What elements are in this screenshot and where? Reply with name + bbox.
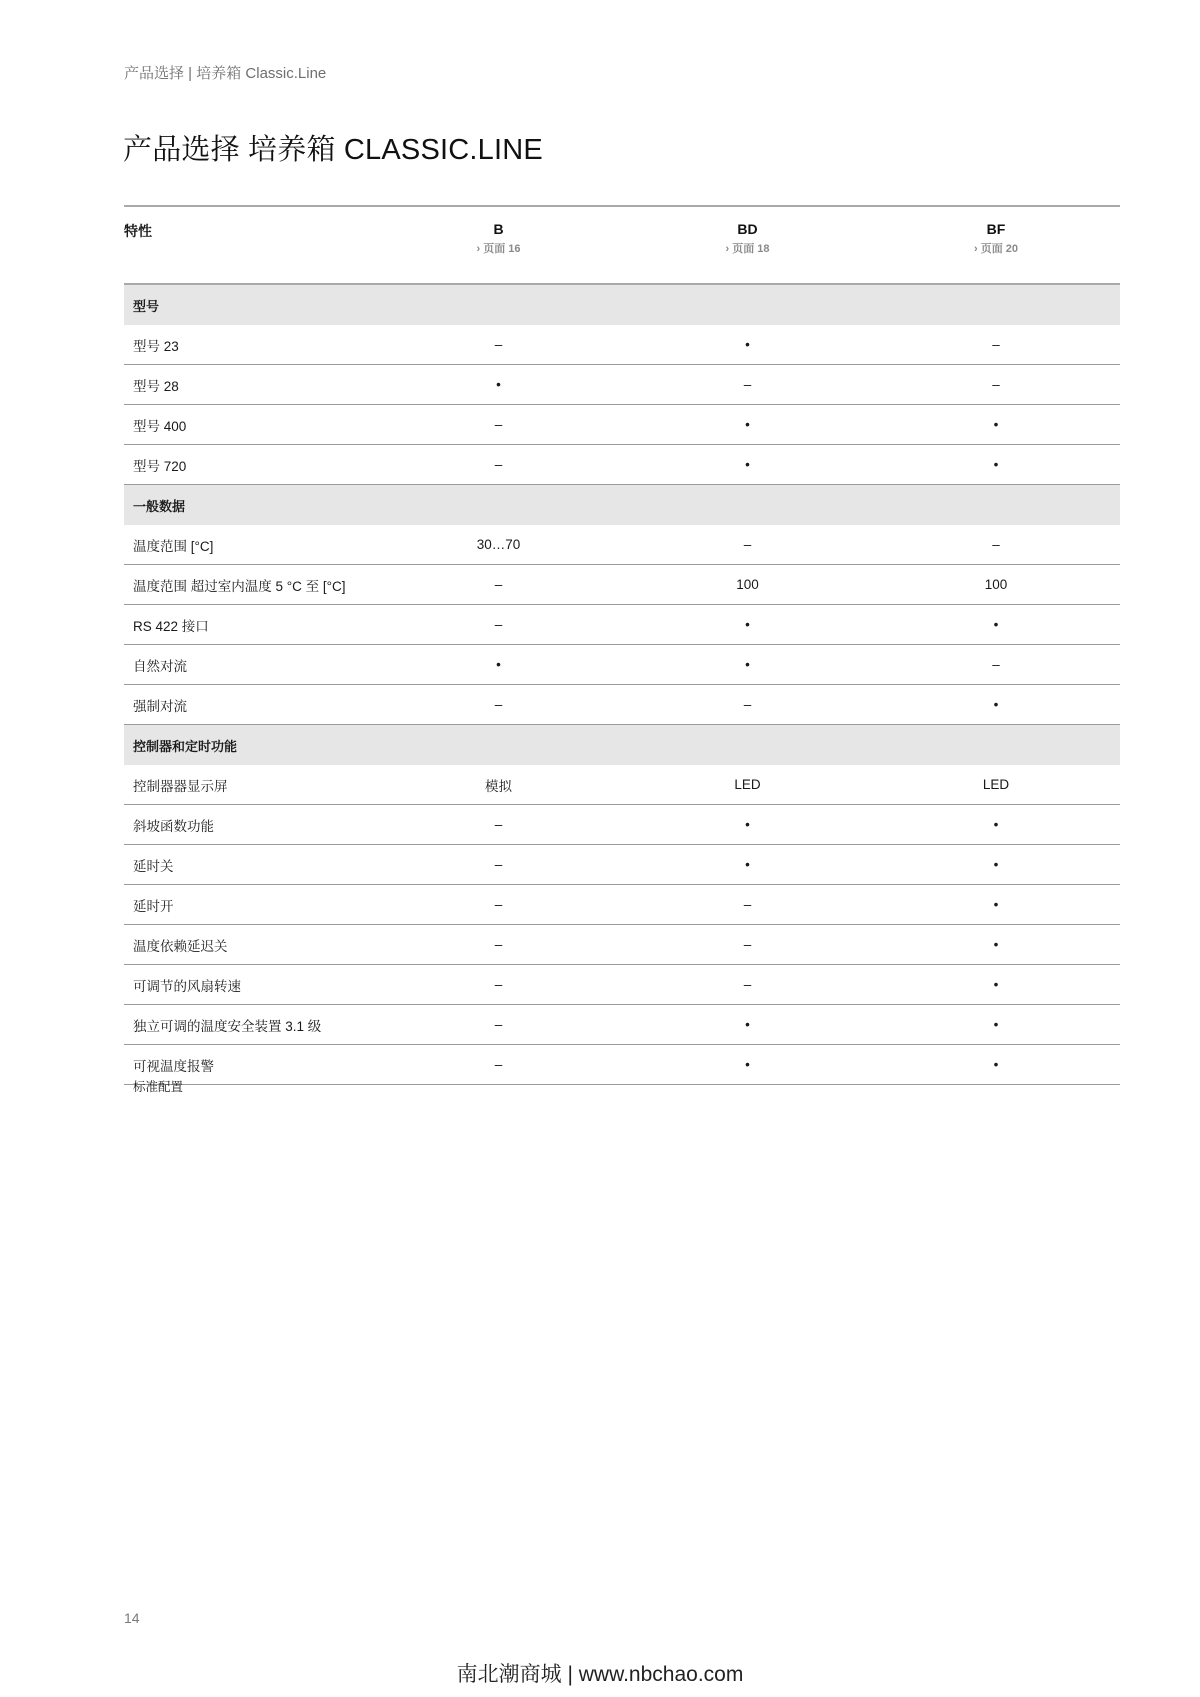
- feature-value-cell: –: [872, 645, 1120, 685]
- watermark-text: 南北潮商城 | www.nbchao.com: [456, 1663, 744, 1686]
- feature-label: 延时关: [124, 845, 374, 885]
- feature-value-cell: •: [623, 805, 872, 845]
- feature-label: 型号 23: [124, 325, 374, 365]
- spec-table-container: [124, 205, 1120, 1085]
- feature-value-cell: •: [623, 605, 872, 645]
- model-column-header-bf: [872, 206, 1120, 284]
- feature-value-cell: –: [374, 1005, 623, 1045]
- feature-value-cell: LED: [623, 765, 872, 805]
- table-row: [124, 445, 1120, 485]
- feature-value-cell: •: [623, 845, 872, 885]
- section-title: 型号: [124, 284, 1120, 325]
- table-body: [124, 284, 1120, 1085]
- section-title: 控制器和定时功能: [124, 725, 1120, 766]
- feature-value-cell: 100: [872, 565, 1120, 605]
- section-header-row: [124, 485, 1120, 526]
- feature-value-cell: –: [374, 925, 623, 965]
- table-row: [124, 805, 1120, 845]
- feature-value-cell: –: [374, 845, 623, 885]
- section-title: 一般数据: [124, 485, 1120, 526]
- product-selection-table: [124, 205, 1120, 1085]
- table-row: [124, 525, 1120, 565]
- feature-value-cell: •: [872, 845, 1120, 885]
- table-row: [124, 605, 1120, 645]
- model-name: BD: [737, 221, 758, 237]
- feature-value-cell: •: [872, 805, 1120, 845]
- feature-value-cell: 100: [623, 565, 872, 605]
- feature-value-cell: LED: [872, 765, 1120, 805]
- feature-value-cell: –: [374, 685, 623, 725]
- table-row: [124, 325, 1120, 365]
- feature-value-cell: •: [623, 445, 872, 485]
- table-row: [124, 685, 1120, 725]
- feature-value-cell: •: [872, 405, 1120, 445]
- feature-label: 温度依赖延迟关: [124, 925, 374, 965]
- model-page-link[interactable]: › 页面 16: [476, 243, 521, 255]
- page-title: 产品选择 培养箱 CLASSIC.LINE: [123, 134, 543, 166]
- feature-label: 控制器器显示屏: [124, 765, 374, 805]
- feature-value-cell: –: [374, 605, 623, 645]
- feature-value-cell: •: [374, 645, 623, 685]
- feature-value-cell: •: [872, 445, 1120, 485]
- table-row: [124, 885, 1120, 925]
- feature-value-cell: –: [374, 885, 623, 925]
- feature-value-cell: –: [623, 365, 872, 405]
- feature-value-cell: •: [872, 1045, 1120, 1085]
- table-row: [124, 365, 1120, 405]
- table-header-row: [124, 206, 1120, 284]
- feature-label: 型号 720: [124, 445, 374, 485]
- feature-value-cell: –: [623, 885, 872, 925]
- model-page-link[interactable]: › 页面 18: [725, 243, 770, 255]
- feature-label: 延时开: [124, 885, 374, 925]
- feature-value-cell: –: [872, 525, 1120, 565]
- feature-value-cell: •: [872, 605, 1120, 645]
- feature-column-header: 特性: [124, 206, 374, 284]
- section-header-row: [124, 284, 1120, 325]
- model-column-header-b: [374, 206, 623, 284]
- feature-label: RS 422 接口: [124, 605, 374, 645]
- page-number: 14: [124, 1610, 140, 1626]
- feature-value-cell: •: [872, 965, 1120, 1005]
- table-row: [124, 845, 1120, 885]
- feature-value-cell: –: [374, 405, 623, 445]
- model-name: B: [493, 221, 504, 237]
- table-row: [124, 405, 1120, 445]
- table-row: [124, 765, 1120, 805]
- model-column-header-bd: [623, 206, 872, 284]
- table-row: [124, 1045, 1120, 1085]
- feature-value-cell: –: [872, 365, 1120, 405]
- feature-value-cell: •: [872, 1005, 1120, 1045]
- feature-value-cell: –: [623, 925, 872, 965]
- feature-value-cell: •: [623, 1045, 872, 1085]
- feature-value-cell: –: [374, 445, 623, 485]
- feature-label: 自然对流: [124, 645, 374, 685]
- feature-value-cell: •: [623, 1005, 872, 1045]
- feature-value-cell: •: [623, 325, 872, 365]
- feature-value-cell: –: [623, 965, 872, 1005]
- table-row: [124, 925, 1120, 965]
- feature-value-cell: 模拟: [374, 765, 623, 805]
- feature-label: 斜坡函数功能: [124, 805, 374, 845]
- table-row: [124, 565, 1120, 605]
- feature-label: 可调节的风扇转速: [124, 965, 374, 1005]
- section-header-row: [124, 725, 1120, 766]
- feature-value-cell: –: [374, 1045, 623, 1085]
- feature-value-cell: •: [623, 645, 872, 685]
- feature-value-cell: •: [623, 405, 872, 445]
- feature-value-cell: –: [623, 685, 872, 725]
- feature-label: 可视温度报警: [124, 1045, 374, 1085]
- feature-label: 型号 400: [124, 405, 374, 445]
- table-row: [124, 1005, 1120, 1045]
- model-page-link[interactable]: › 页面 20: [973, 243, 1018, 255]
- feature-value-cell: –: [374, 325, 623, 365]
- feature-label: 型号 28: [124, 365, 374, 405]
- feature-label: 温度范围 [°C]: [124, 525, 374, 565]
- feature-value-cell: –: [374, 965, 623, 1005]
- feature-value-cell: –: [623, 525, 872, 565]
- footnote: 标准配置: [133, 1080, 184, 1094]
- feature-value-cell: •: [872, 685, 1120, 725]
- feature-label: 温度范围 超过室内温度 5 °C 至 [°C]: [124, 565, 374, 605]
- feature-value-cell: –: [374, 565, 623, 605]
- feature-label: 独立可调的温度安全装置 3.1 级: [124, 1005, 374, 1045]
- model-name: BF: [986, 221, 1006, 237]
- feature-label: 强制对流: [124, 685, 374, 725]
- feature-value-cell: 30…70: [374, 525, 623, 565]
- feature-value-cell: •: [374, 365, 623, 405]
- feature-value-cell: •: [872, 925, 1120, 965]
- feature-value-cell: –: [872, 325, 1120, 365]
- table-row: [124, 645, 1120, 685]
- running-header: 产品选择 | 培养箱 Classic.Line: [124, 65, 327, 82]
- feature-value-cell: –: [374, 805, 623, 845]
- feature-value-cell: •: [872, 885, 1120, 925]
- table-row: [124, 965, 1120, 1005]
